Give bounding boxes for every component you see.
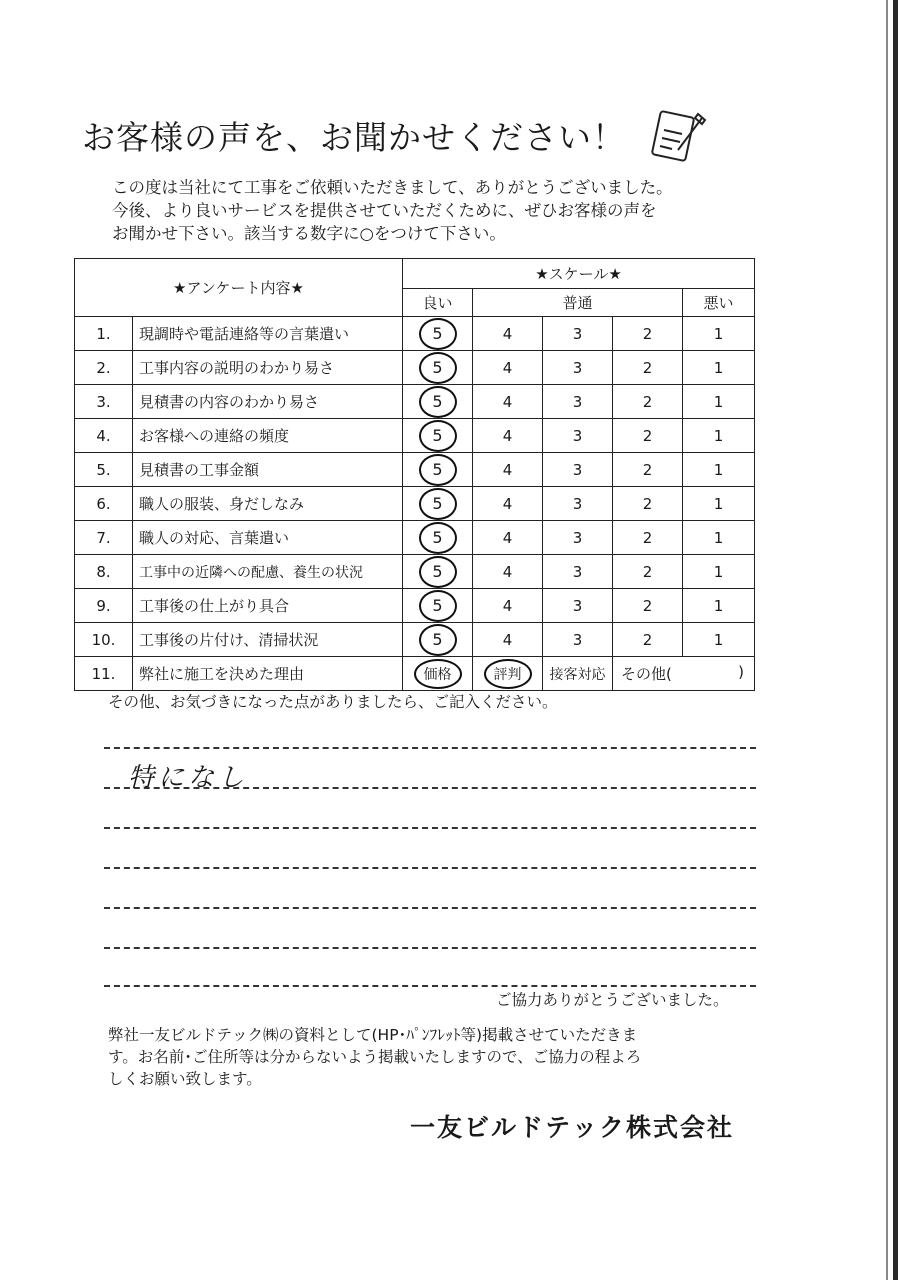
notice-line: しくお願い致します。 — [108, 1070, 262, 1088]
notice-line: す。お名前･ご住所等は分からないよう掲載いたしますので、ご協力の程よろ — [108, 1048, 642, 1066]
row-number: 9. — [75, 589, 133, 623]
score-2[interactable]: 2 — [613, 351, 683, 385]
score-5-circled[interactable]: 5 — [419, 352, 457, 384]
row-question: 工事後の仕上がり具合 — [133, 589, 403, 623]
intro-text — [112, 176, 673, 245]
score-1[interactable]: 1 — [683, 555, 755, 589]
comment-prompt: その他、お気づきになった点がありましたら、ご記入ください。 — [108, 693, 558, 711]
survey-row — [75, 419, 755, 453]
comment-line — [104, 867, 756, 869]
reason-price-cell[interactable] — [403, 657, 473, 691]
score-3[interactable]: 3 — [543, 555, 613, 589]
survey-row — [75, 589, 755, 623]
score-5-cell[interactable] — [403, 589, 473, 623]
score-5-circled[interactable]: 5 — [419, 624, 457, 656]
reason-other[interactable] — [613, 657, 755, 691]
survey-header: ★アンケート内容★ — [75, 259, 403, 317]
survey-row — [75, 453, 755, 487]
reason-service[interactable]: 接客対応 — [543, 657, 613, 691]
score-4[interactable]: 4 — [473, 385, 543, 419]
score-4[interactable]: 4 — [473, 555, 543, 589]
reason-price-circled[interactable]: 価格 — [414, 659, 462, 689]
score-3[interactable]: 3 — [543, 589, 613, 623]
score-3[interactable]: 3 — [543, 351, 613, 385]
score-1[interactable]: 1 — [683, 351, 755, 385]
row-number: 2. — [75, 351, 133, 385]
scale-normal-label: 普通 — [473, 289, 683, 317]
survey-row — [75, 487, 755, 521]
score-5-circled[interactable]: 5 — [419, 556, 457, 588]
row-question: 弊社に施工を決めた理由 — [133, 657, 403, 691]
score-5-circled[interactable]: 5 — [419, 522, 457, 554]
scan-edge-line — [886, 0, 888, 1280]
score-2[interactable]: 2 — [613, 521, 683, 555]
score-5-circled[interactable]: 5 — [419, 318, 457, 350]
score-4[interactable]: 4 — [473, 453, 543, 487]
row-question: 見積書の工事金額 — [133, 453, 403, 487]
row-question: お客様への連絡の頻度 — [133, 419, 403, 453]
row-question: 現調時や電話連絡等の言葉遣い — [133, 317, 403, 351]
score-2[interactable]: 2 — [613, 589, 683, 623]
score-3[interactable]: 3 — [543, 487, 613, 521]
score-4[interactable]: 4 — [473, 623, 543, 657]
row-number: 1. — [75, 317, 133, 351]
row-question: 工事内容の説明のわかり易さ — [133, 351, 403, 385]
score-2[interactable]: 2 — [613, 385, 683, 419]
survey-row — [75, 317, 755, 351]
survey-row — [75, 623, 755, 657]
comment-line — [104, 907, 756, 909]
scale-good-label: 良い — [403, 289, 473, 317]
score-4[interactable]: 4 — [473, 351, 543, 385]
score-1[interactable]: 1 — [683, 589, 755, 623]
reason-other-label: その他( — [621, 665, 672, 683]
company-name: 一友ビルドテック株式会社 — [410, 1113, 735, 1142]
score-5-circled[interactable]: 5 — [419, 488, 457, 520]
score-2[interactable]: 2 — [613, 487, 683, 521]
reason-reputation-circled[interactable]: 評判 — [484, 659, 532, 689]
comment-line — [104, 747, 756, 749]
survey-row — [75, 385, 755, 419]
survey-row — [75, 351, 755, 385]
score-5-circled[interactable]: 5 — [419, 420, 457, 452]
score-1[interactable]: 1 — [683, 419, 755, 453]
handwritten-comment: 特になし — [128, 763, 249, 793]
score-3[interactable]: 3 — [543, 623, 613, 657]
score-4[interactable]: 4 — [473, 521, 543, 555]
row-number: 8. — [75, 555, 133, 589]
score-1[interactable]: 1 — [683, 487, 755, 521]
score-3[interactable]: 3 — [543, 385, 613, 419]
score-2[interactable]: 2 — [613, 453, 683, 487]
score-1[interactable]: 1 — [683, 385, 755, 419]
clipboard-pen-icon — [648, 100, 708, 164]
reason-other-close: ) — [738, 663, 745, 681]
reason-reputation-cell[interactable] — [473, 657, 543, 691]
score-1[interactable]: 1 — [683, 623, 755, 657]
notice-line: 弊社一友ビルドテック㈱の資料として(HP･ﾊﾟﾝﾌﾚｯﾄ等)掲載させていただきま — [108, 1026, 638, 1044]
reason-row — [75, 657, 755, 691]
intro-line: 今後、より良いサービスを提供させていただくために、ぜひお客様の声を — [112, 201, 657, 220]
score-5-circled[interactable]: 5 — [419, 590, 457, 622]
row-question: 職人の対応、言葉遣い — [133, 521, 403, 555]
score-3[interactable]: 3 — [543, 453, 613, 487]
scale-bad-label: 悪い — [683, 289, 755, 317]
row-number: 10. — [75, 623, 133, 657]
survey-row — [75, 521, 755, 555]
survey-row — [75, 555, 755, 589]
score-5-cell[interactable] — [403, 453, 473, 487]
thanks-text: ご協力ありがとうございました。 — [496, 991, 729, 1009]
score-5-cell[interactable] — [403, 317, 473, 351]
score-3[interactable]: 3 — [543, 317, 613, 351]
survey-table — [74, 258, 755, 691]
score-2[interactable]: 2 — [613, 623, 683, 657]
row-number: 5. — [75, 453, 133, 487]
score-5-cell[interactable] — [403, 385, 473, 419]
comment-line — [104, 827, 756, 829]
score-5-cell[interactable] — [403, 351, 473, 385]
scale-header: ★スケール★ — [403, 259, 755, 289]
row-number: 3. — [75, 385, 133, 419]
score-4[interactable]: 4 — [473, 317, 543, 351]
page-title: お客様の声を、お聞かせください！ — [82, 118, 626, 157]
row-number: 4. — [75, 419, 133, 453]
score-5-cell[interactable] — [403, 555, 473, 589]
score-1[interactable]: 1 — [683, 453, 755, 487]
score-1[interactable]: 1 — [683, 521, 755, 555]
score-5-cell[interactable] — [403, 623, 473, 657]
score-4[interactable]: 4 — [473, 589, 543, 623]
publication-notice — [108, 1024, 641, 1090]
score-5-circled[interactable]: 5 — [419, 454, 457, 486]
row-question: 工事中の近隣への配慮、養生の状況 — [133, 555, 403, 589]
row-number: 6. — [75, 487, 133, 521]
row-question: 工事後の片付け、清掃状況 — [133, 623, 403, 657]
intro-line: この度は当社にて工事をご依頼いただきまして、ありがとうございました。 — [112, 178, 673, 197]
score-5-cell[interactable] — [403, 419, 473, 453]
score-1[interactable]: 1 — [683, 317, 755, 351]
comment-line — [104, 985, 756, 987]
row-question: 見積書の内容のわかり易さ — [133, 385, 403, 419]
row-number: 7. — [75, 521, 133, 555]
intro-line: お聞かせ下さい。該当する数字に○をつけて下さい。 — [112, 224, 506, 243]
score-2[interactable]: 2 — [613, 419, 683, 453]
score-5-cell[interactable] — [403, 487, 473, 521]
score-2[interactable]: 2 — [613, 317, 683, 351]
score-3[interactable]: 3 — [543, 521, 613, 555]
row-question: 職人の服装、身だしなみ — [133, 487, 403, 521]
scan-edge-bar — [893, 0, 898, 1280]
comment-line — [104, 947, 756, 949]
score-5-circled[interactable]: 5 — [419, 386, 457, 418]
score-5-cell[interactable] — [403, 521, 473, 555]
score-4[interactable]: 4 — [473, 419, 543, 453]
score-2[interactable]: 2 — [613, 555, 683, 589]
score-4[interactable]: 4 — [473, 487, 543, 521]
score-3[interactable]: 3 — [543, 419, 613, 453]
row-number: 11. — [75, 657, 133, 691]
